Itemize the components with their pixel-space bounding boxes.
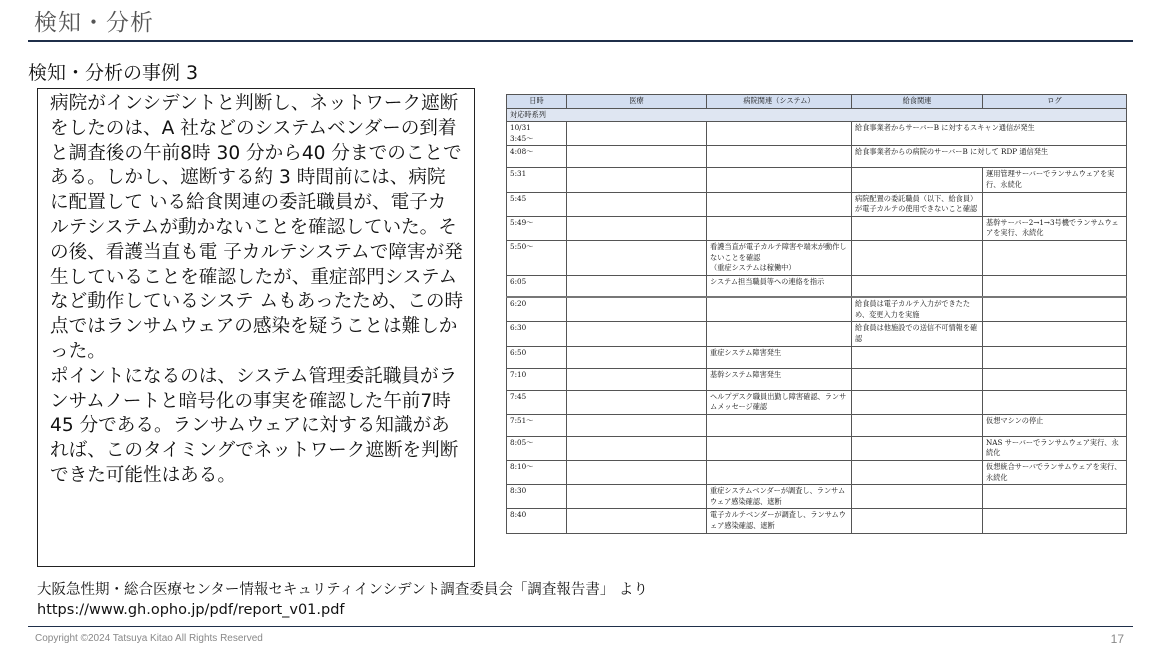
narrative-text-box — [37, 88, 475, 567]
table-row — [507, 346, 1127, 368]
cell-time: 4:08～ — [507, 146, 567, 168]
table-row — [507, 390, 1127, 414]
cell-system — [707, 460, 852, 484]
cell-food: 給食員は電子カルテ入力ができたため、変更入力を実施 — [852, 297, 983, 322]
table-row — [507, 509, 1127, 533]
cell-food — [852, 216, 983, 240]
cell-time: 7:45 — [507, 390, 567, 414]
cell-time: 6:20 — [507, 297, 567, 322]
cell-medical — [567, 436, 707, 460]
cell-medical — [567, 390, 707, 414]
cell-medical — [567, 275, 707, 297]
cell-time: 6:30 — [507, 322, 567, 346]
cell-system — [707, 122, 852, 146]
column-header-log: ログ — [983, 95, 1127, 109]
title-divider — [28, 40, 1133, 42]
incident-timeline-table — [506, 94, 1127, 534]
table-row — [507, 297, 1127, 322]
cell-time: 7:10 — [507, 368, 567, 390]
table-row — [507, 168, 1127, 192]
table-row — [507, 485, 1127, 509]
cell-medical — [567, 122, 707, 146]
cell-time: 6:05 — [507, 275, 567, 297]
cell-log — [983, 346, 1127, 368]
source-url: https://www.gh.opho.jp/pdf/report_v01.pdf — [37, 602, 345, 618]
cell-medical — [567, 460, 707, 484]
cell-medical — [567, 168, 707, 192]
cell-medical — [567, 485, 707, 509]
cell-log — [983, 509, 1127, 533]
cell-medical — [567, 240, 707, 275]
cell-system: 重症システムベンダーが調査し、ランサムウェア感染確認、遮断 — [707, 485, 852, 509]
cell-food — [852, 390, 983, 414]
cell-log: 仮想マシンの停止 — [983, 414, 1127, 436]
cell-log — [983, 240, 1127, 275]
cell-medical — [567, 414, 707, 436]
cell-log — [983, 192, 1127, 216]
source-line: 大阪急性期・総合医療センター情報セキュリティインシデント調査委員会「調査報告書」 より — [37, 582, 648, 598]
narrative-paragraph-1: 病院がインシデントと判断し、ネットワーク遮断をしたのは、A 社などのシステムベンダーの到着と調査後の午前8時 30 分から40 分までのことである。しかし、遮断する約 3 時間前には、病院に配置して いる給食関連の委託職員が、電子カルテシステムが動かないことを確認していた。その後、看護当直も電 子カルテシステムで障害が発生していることを確認したが、重症部門システムなど動作しているシステ ムもあったため、この時点ではランサムウェアの感染を疑うことは難しかった。 — [50, 93, 464, 362]
source-citation — [37, 580, 648, 620]
cell-system: ヘルプデスク職員出勤し障害確認、ランサムメッセージ確認 — [707, 390, 852, 414]
table-row — [507, 322, 1127, 346]
cell-time: 6:50 — [507, 346, 567, 368]
page-title: 検知・分析 — [34, 10, 154, 36]
cell-log: NAS サーバーでランサムウェア実行、永続化 — [983, 436, 1127, 460]
cell-food — [852, 368, 983, 390]
timeline-body — [507, 122, 1127, 533]
cell-time: 5:49～ — [507, 216, 567, 240]
table-row — [507, 146, 1127, 168]
cell-system — [707, 146, 852, 168]
cell-medical — [567, 192, 707, 216]
cell-food — [852, 485, 983, 509]
cell-time: 5:50～ — [507, 240, 567, 275]
cell-time: 8:10～ — [507, 460, 567, 484]
cell-system — [707, 414, 852, 436]
cell-food — [852, 346, 983, 368]
cell-food: 病院配置の委託職員（以下、給食員）が電子カルテの使用できないこと確認 — [852, 192, 983, 216]
cell-time: 5:45 — [507, 192, 567, 216]
cell-log — [983, 322, 1127, 346]
table-row — [507, 460, 1127, 484]
cell-medical — [567, 368, 707, 390]
cell-log — [983, 368, 1127, 390]
column-header-system: 病院関連（システム） — [707, 95, 852, 109]
table-row — [507, 216, 1127, 240]
column-header-time: 日時 — [507, 95, 567, 109]
cell-time: 5:31 — [507, 168, 567, 192]
cell-log — [983, 390, 1127, 414]
cell-system — [707, 322, 852, 346]
cell-food: 給食事業者からの病院のサーバーB に対して RDP 通信発生 — [852, 146, 1127, 168]
table-row — [507, 122, 1127, 146]
cell-medical — [567, 297, 707, 322]
narrative-paragraph-2: ポイントになるのは、システム管理委託職員がランサムノートと暗号化の事実を確認した午前7時 45 分である。ランサムウェアに対する知識があれば、このタイミングでネットワーク遮断を判断できた可能性はある。 — [50, 365, 459, 486]
cell-system — [707, 297, 852, 322]
cell-food — [852, 414, 983, 436]
copyright-text: Copyright ©2024 Tatsuya Kitao All Rights Reserved — [35, 633, 263, 644]
table-row — [507, 414, 1127, 436]
cell-log — [983, 485, 1127, 509]
cell-medical — [567, 509, 707, 533]
section-title: 検知・分析の事例 3 — [28, 62, 199, 84]
cell-food — [852, 509, 983, 533]
cell-system: 基幹システム障害発生 — [707, 368, 852, 390]
table-row — [507, 436, 1127, 460]
cell-log: 仮想統合サーバでランサムウェアを実行、永続化 — [983, 460, 1127, 484]
cell-medical — [567, 346, 707, 368]
cell-medical — [567, 216, 707, 240]
cell-system — [707, 168, 852, 192]
cell-system — [707, 192, 852, 216]
cell-log: 基幹サーバー2→1→3号機でランサムウェアを実行、永続化 — [983, 216, 1127, 240]
cell-log — [983, 275, 1127, 297]
cell-system: 重症システム障害発生 — [707, 346, 852, 368]
cell-system: 電子カルテベンダーが調査し、ランサムウェア感染確認、遮断 — [707, 509, 852, 533]
cell-time: 8:30 — [507, 485, 567, 509]
cell-time: 7:51～ — [507, 414, 567, 436]
cell-medical — [567, 146, 707, 168]
cell-food — [852, 240, 983, 275]
cell-medical — [567, 322, 707, 346]
cell-system: 看護当直が電子カルテ障害や端末が動作しないことを確認 （重症システムは稼働中） — [707, 240, 852, 275]
table-caption: 対応時系列 — [507, 108, 1127, 122]
table-row — [507, 275, 1127, 297]
column-header-medical: 医療 — [567, 95, 707, 109]
cell-system — [707, 436, 852, 460]
cell-food: 給食事業者からサーバーB に対するスキャン通信が発生 — [852, 122, 1127, 146]
column-header-food: 給食関連 — [852, 95, 983, 109]
page-number: 17 — [1110, 632, 1124, 646]
cell-log — [983, 297, 1127, 322]
cell-time: 8:05～ — [507, 436, 567, 460]
cell-food — [852, 460, 983, 484]
cell-system: システム担当職員等への連絡を指示 — [707, 275, 852, 297]
table-row — [507, 368, 1127, 390]
cell-time: 10/31 3:45～ — [507, 122, 567, 146]
cell-system — [707, 216, 852, 240]
cell-food — [852, 168, 983, 192]
cell-log: 運用管理サーバーでランサムウェアを実行、永続化 — [983, 168, 1127, 192]
table-row — [507, 192, 1127, 216]
table-row — [507, 240, 1127, 275]
cell-food — [852, 275, 983, 297]
footer-divider — [28, 626, 1133, 627]
cell-food: 給食員は他施設での送信不可情報を確認 — [852, 322, 983, 346]
cell-food — [852, 436, 983, 460]
cell-time: 8:40 — [507, 509, 567, 533]
